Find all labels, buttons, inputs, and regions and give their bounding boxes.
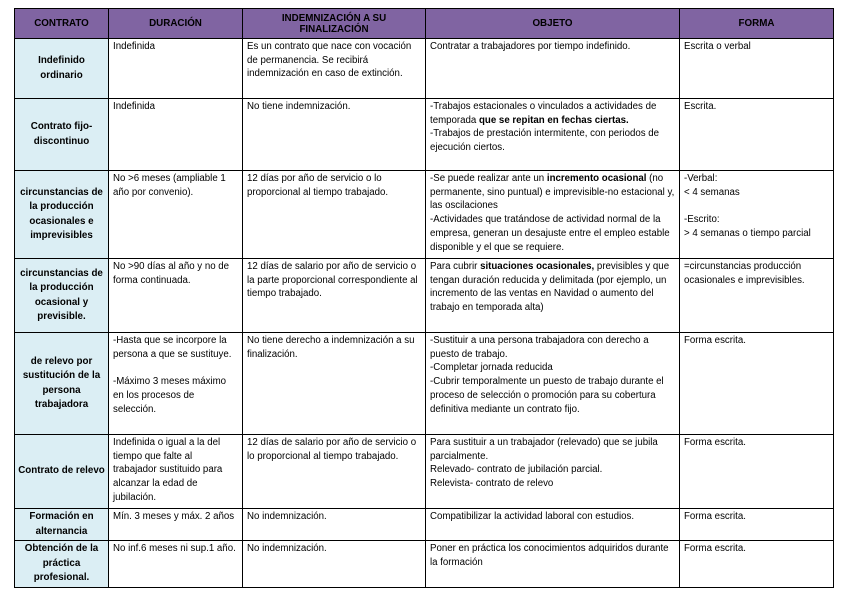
objeto-cell [426, 435, 680, 509]
contract-name: Obtención de la práctica profesional. [15, 541, 109, 588]
objeto-text: Para cubrir [430, 261, 481, 272]
spacer [113, 361, 238, 375]
objeto-line [430, 172, 675, 213]
header-duracion: DURACIÓN [109, 9, 243, 39]
objeto-cell: Compatibilizar la actividad laboral con estudios. [426, 509, 680, 541]
duracion-cell: No >6 meses (ampliable 1 año por convenio). [109, 171, 243, 259]
objeto-line: -Completar jornada reducida [430, 362, 553, 374]
forma-cell: Forma escrita. [680, 509, 834, 541]
objeto-line: Para sustituir a un trabajador (relevado) que se jubila parcialmente. [430, 437, 658, 462]
objeto-bold-text: situaciones ocasionales, [480, 261, 595, 272]
indemnizacion-cell: No indemnización. [243, 541, 426, 588]
table-body [15, 39, 834, 588]
forma-cell: Escrita o verbal [680, 39, 834, 99]
table-row [15, 39, 834, 99]
duracion-line: -Hasta que se incorpore la persona a que se sustituye. [113, 335, 232, 360]
table-row [15, 333, 834, 435]
header-contrato: CONTRATO [15, 9, 109, 39]
objeto-line: -Sustituir a una persona trabajadora con derecho a puesto de trabajo. [430, 335, 649, 360]
forma-cell: =circunstancias producción ocasionales e imprevisibles. [680, 259, 834, 333]
objeto-cell [426, 259, 680, 333]
duracion-cell: No inf.6 meses ni sup.1 año. [109, 541, 243, 588]
objeto-line [430, 100, 675, 127]
table-header [15, 9, 834, 39]
duracion-cell: Indefinida [109, 99, 243, 171]
objeto-bold-text: que se repitan en fechas ciertas. [479, 114, 629, 126]
table-row [15, 171, 834, 259]
indemnizacion-cell: Es un contrato que nace con vocación de permanencia. Se recibirá indemnización en caso de extinción. [243, 39, 426, 99]
table-row [15, 435, 834, 509]
objeto-text: (no permanente, sino puntual) e imprevisible-no estacional y, las oscilaciones [430, 173, 675, 212]
contracts-table [14, 8, 834, 588]
objeto-cell [426, 171, 680, 259]
forma-cell [680, 171, 834, 259]
objeto-cell: Contratar a trabajadores por tiempo indefinido. [426, 39, 680, 99]
forma-cell: Escrita. [680, 99, 834, 171]
contract-name: Formación en alternancia [15, 509, 109, 541]
duracion-cell: Indefinida o igual a la del tiempo que falte al trabajador sustituido para alcanzar la edad de jubilación. [109, 435, 243, 509]
forma-line: > 4 semanas o tiempo parcial [684, 227, 811, 239]
objeto-line: -Actividades que tratándose de actividad normal de la empresa, generan un desajuste entre el empleo estable disponible y el que se requiere. [430, 214, 670, 253]
contract-name: Contrato de relevo [15, 435, 109, 509]
forma-cell: Forma escrita. [680, 435, 834, 509]
header-indemnizacion: INDEMNIZACIÓN A SU FINALIZACIÓN [243, 9, 426, 39]
contract-name: Indefinido ordinario [15, 39, 109, 99]
forma-line: -Escrito: [684, 214, 720, 226]
duracion-cell: Mín. 3 meses y máx. 2 años [109, 509, 243, 541]
objeto-cell: Poner en práctica los conocimientos adquiridos durante la formación [426, 541, 680, 588]
duracion-cell [109, 333, 243, 435]
table-row [15, 509, 834, 541]
indemnizacion-cell: No tiene indemnización. [243, 99, 426, 171]
table-row [15, 259, 834, 333]
contract-name: circunstancias de la producción ocasional y previsible. [15, 259, 109, 333]
objeto-cell [426, 99, 680, 171]
objeto-text: -Se puede realizar ante un [430, 173, 547, 184]
indemnizacion-cell: 12 días de salario por año de servicio o lo proporcional al tiempo trabajado. [243, 435, 426, 509]
header-objeto: OBJETO [426, 9, 680, 39]
indemnizacion-cell: No tiene derecho a indemnización a su finalización. [243, 333, 426, 435]
forma-line: -Verbal: [684, 173, 718, 184]
forma-cell: Forma escrita. [680, 541, 834, 588]
forma-line: < 4 semanas [684, 186, 740, 198]
contract-name: circunstancias de la producción ocasionales e imprevisibles [15, 171, 109, 259]
header-forma: FORMA [680, 9, 834, 39]
objeto-line: Relevista- contrato de relevo [430, 478, 554, 490]
contract-name: Contrato fijo-discontinuo [15, 99, 109, 171]
objeto-text: previsibles y que tengan duración reducida y delimitada (por ejemplo, un incremento de las ventas en Navidad o aumento del trabajo en temporada alta) [430, 261, 670, 314]
objeto-line: -Cubrir temporalmente un puesto de trabajo durante el proceso de selección o promoción para su cobertura definitiva mediante un contrato fijo. [430, 376, 664, 415]
duracion-cell: No >90 días al año y no de forma continuada. [109, 259, 243, 333]
indemnizacion-cell: 12 días por año de servicio o lo proporcional al tiempo trabajado. [243, 171, 426, 259]
objeto-bold-text: incremento ocasional [546, 173, 647, 184]
header-row [15, 9, 834, 39]
contract-name: de relevo por sustitución de la persona trabajadora [15, 333, 109, 435]
forma-cell: Forma escrita. [680, 333, 834, 435]
objeto-line: -Trabajos de prestación intermitente, con periodos de ejecución ciertos. [430, 128, 660, 154]
indemnizacion-cell: No indemnización. [243, 509, 426, 541]
objeto-cell [426, 333, 680, 435]
table-row [15, 541, 834, 588]
objeto-line: Relevado- contrato de jubilación parcial. [430, 464, 603, 476]
indemnizacion-cell: 12 días de salario por año de servicio o la parte proporcional correspondiente al tiempo trabajado. [243, 259, 426, 333]
duracion-line: -Máximo 3 meses máximo en los procesos de selección. [113, 376, 227, 415]
duracion-cell: Indefinida [109, 39, 243, 99]
objeto-text: -Trabajos estacionales o vinculados a actividades de temporada [430, 101, 657, 126]
table-row [15, 99, 834, 171]
spacer [684, 199, 829, 213]
